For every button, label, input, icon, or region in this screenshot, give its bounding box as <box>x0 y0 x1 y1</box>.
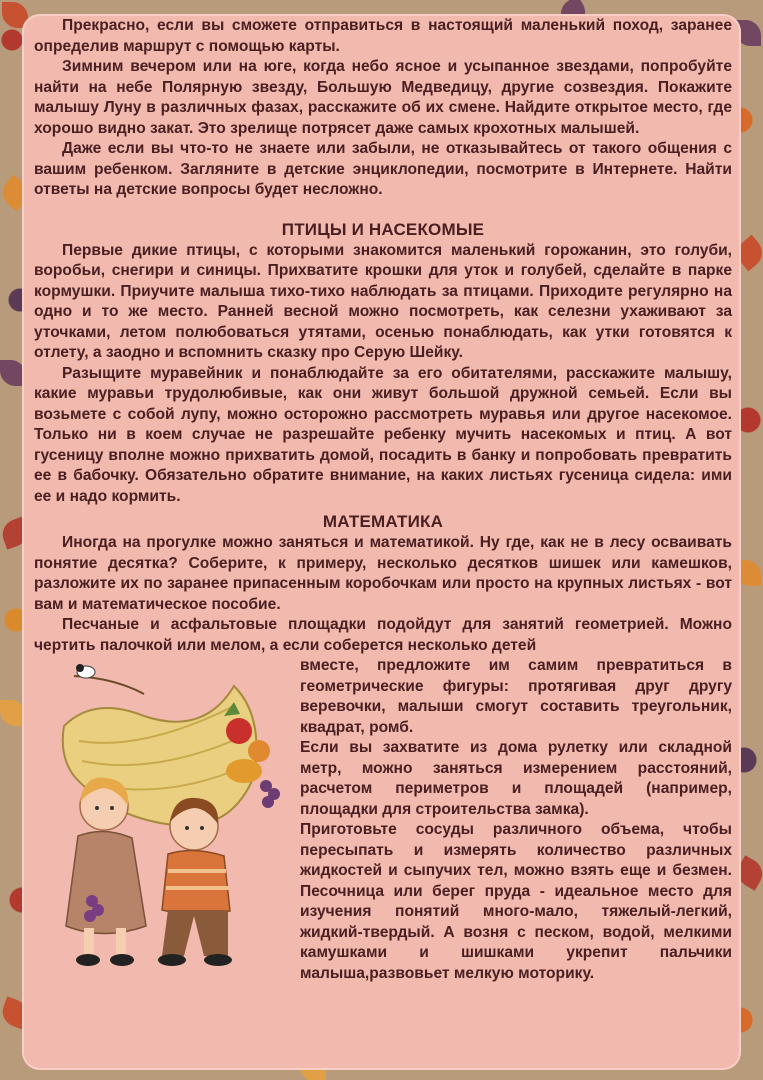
math-column-paragraph: Приготовьте сосуды различного объема, чтобы пересыпать и измерять количество различных жидкостей и сыпучих тел, можно взять еще и безмен. Песочница или берег пруда - идеальное место для изучения понятий много-мало, тяжелый-легкий, жидкий-твердый. А возня с песком, водой, мелкими камушками и шишками укрепит пальчики малыша,развовьет мелкую моторику. <box>300 821 732 982</box>
intro-paragraph: Даже если вы что-то не знаете или забыли, не отказывайтесь от такого общения с вашим ребенком. Загляните в детские энциклопедии, посмотрите в Интернете. Найти ответы на детские вопросы будет несложно. <box>34 140 732 198</box>
math-column-paragraph: Если вы захватите из дома рулетку или складной метр, можно заняться измерением расстояний, расчетом периметров и площадей (например, площадки для строительства замка). <box>300 739 732 818</box>
intro-paragraph: Зимним вечером или на юге, когда небо ясное и усыпанное звездами, попробуйте найти на небе Полярную звезду, Большую Медведицу, другие созвездия. Покажите малышу Луну в различных фазах, расскажите об их смене. Найдите открытое место, где хорошо видно закат. Это зрелище потрясет даже самых крохотных малышей. <box>34 58 732 137</box>
math-paragraph: Иногда на прогулке можно заняться и математикой. Ну где, как не в лесу осваивать понятие десятка? Соберите, к примеру, несколько десятков шишек или камешков, разложите их по заранее припасенным коробочкам или просто на крупных листьях - вот вам и математическое пособие. <box>34 534 732 613</box>
math-column-paragraph: вместе, предложите им самим превратиться в геометрические фигуры: протягивая друг другу веревочки, малыши смогут составить треугольник, квадрат, ромб. <box>300 657 732 736</box>
section-heading-math: МАТЕМАТИКА <box>322 512 444 531</box>
math-paragraph: Песчаные и асфальтовые площадки подойдут для занятий геометрией. Можно чертить палочкой или мелом, а если соберется несколько детей <box>34 616 732 654</box>
article <box>34 16 732 984</box>
intro-paragraph: Прекрасно, если вы сможете отправиться в настоящий маленький поход, заранее определив маршрут с помощью карты. <box>34 17 732 55</box>
section-heading-birds: ПТИЦЫ И НАСЕКОМЫЕ <box>281 219 485 239</box>
children-with-cornucopia-icon <box>34 656 296 996</box>
birds-paragraph: Первые дикие птицы, с которыми знакомится маленький горожанин, это голуби, воробьи, снегири и синицы. Прихватите крошки для уток и голубей, сделайте в парке кормушки. Приучите малыша тихо-тихо наблюдать за птицами. Приходите регулярно на одно и то же место. Ранней весной можно посмотреть, как селезни ухаживают за уточками, летом полюбоваться утятами, осенью понаблюдать, как утки готовятся к отлету, а заодно и вспомнить сказку про Серую Шейку. <box>34 241 732 361</box>
math-right-column <box>300 656 732 984</box>
birds-paragraph: Разыщите муравейник и понаблюдайте за его обитателями, расскажите малышу, какие муравьи трудолюбивые, как они живут большой дружной семьей. Если вы возьмете с собой лупу, можно осторожно рассмотреть муравья или другое насекомое. Только ни в коем случае не разрешайте ребенку мучить насекомых и птиц. А вот гусеницу вполне можно прихватить домой, посадить в банку и попробовать превратить ее в бабочку. Обязательно обратите внимание, на каких листьях гусеница сидела: ими ее и надо кормить. <box>34 364 732 505</box>
math-column-area <box>34 656 732 984</box>
